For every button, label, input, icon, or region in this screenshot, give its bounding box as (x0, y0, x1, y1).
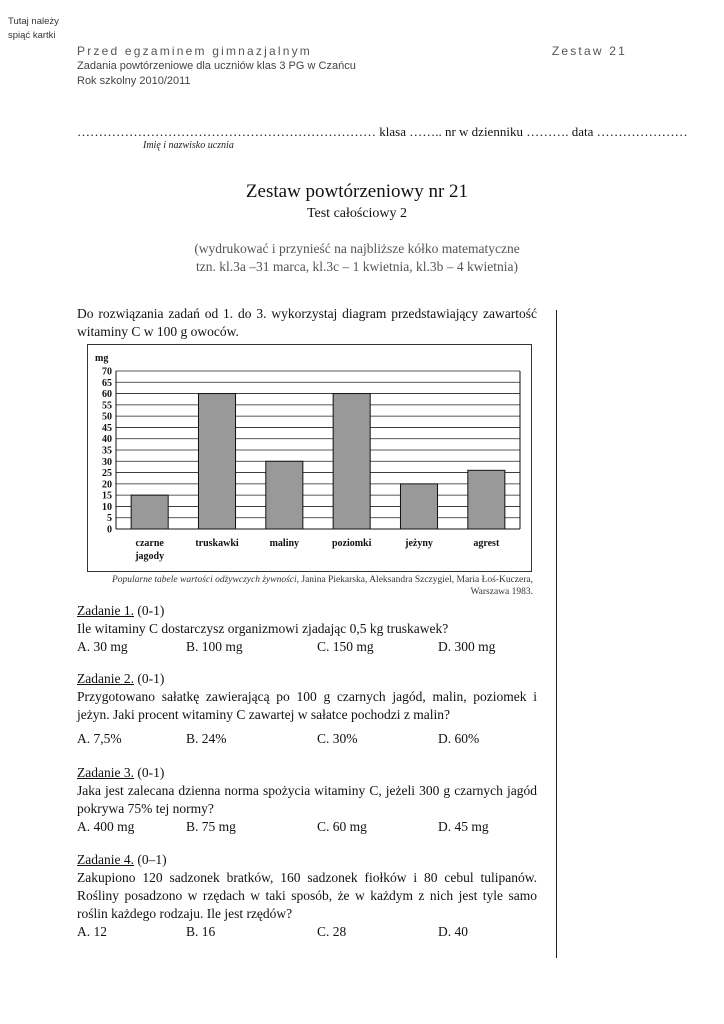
task-label: Zadanie 1. (77, 603, 134, 618)
answer-d: D. 60% (438, 731, 480, 746)
task-points: (0–1) (133, 852, 167, 867)
task-label: Zadanie 2. (77, 671, 134, 686)
y-tick-label: 10 (102, 501, 112, 513)
answer-a: A. 30 mg (77, 639, 128, 654)
y-tick-label: 5 (107, 513, 112, 525)
answer-d: D. 40 (438, 924, 468, 939)
info-note (0, 240, 714, 276)
answer-options (77, 923, 537, 941)
y-tick-label: 25 (102, 468, 112, 480)
task-points: (0-1) (133, 603, 165, 618)
task-question: Przygotowano sałatkę zawierającą po 100 g czarnych jagód, malin, poziomek i jeżyn. Jaki procent witaminy C zawartej w sałatce pochodzi z malin? (77, 689, 537, 722)
header-set-number: Zestaw 21 (551, 44, 627, 58)
page-subtitle: Test całościowy 2 (306, 206, 408, 221)
task-3 (77, 764, 537, 836)
bar (333, 394, 370, 529)
y-tick-label: 45 (102, 422, 112, 434)
x-tick-label: maliny (269, 538, 300, 549)
answer-c: C. 60 mg (317, 819, 367, 834)
binding-note-line: spiąć kartki (8, 30, 56, 41)
task-4 (77, 851, 537, 941)
y-tick-label: 50 (102, 411, 112, 423)
chart-intro: Do rozwiązania zadań od 1. do 3. wykorzystaj diagram przedstawiający zawartość witaminy C w 100 g owoców. (77, 306, 537, 339)
y-tick-label: 60 (102, 389, 112, 401)
binding-note-line: Tutaj należy (8, 16, 59, 27)
answer-options (77, 638, 537, 656)
student-info-line: …………………………………………………………… klasa …….. nr w dzienniku ………. data ………………… (77, 124, 688, 139)
chart-source-title: Popularne tabele wartości odżywczych żywności, (111, 575, 300, 585)
answer-c: C. 28 (317, 924, 347, 939)
task-points: (0-1) (133, 671, 165, 686)
chart-source (90, 574, 533, 598)
y-axis-label: mg (95, 353, 109, 364)
chart-svg (88, 345, 531, 571)
header-class-line: Zadania powtórzeniowe dla uczniów klas 3 PG w Czańcu (77, 60, 356, 72)
answer-b: B. 100 mg (186, 639, 243, 654)
x-tick-label: czarne (135, 538, 164, 549)
task-question: Zakupiono 120 sadzonek bratków, 160 sadzonek fiołków i 80 cebul tulipanów. Rośliny posadzono w rzędach w taki sposób, że w każdym z nich jest tyle samo roślin każdego rodzaju. Ile jest rzędów? (77, 870, 537, 921)
y-tick-label: 55 (102, 400, 112, 412)
answer-c: C. 30% (317, 731, 358, 746)
info-line: tzn. kl.3a –31 marca, kl.3c – 1 kwietnia, kl.3b – 4 kwietnia) (195, 259, 519, 274)
bar (198, 394, 235, 529)
x-tick-label: poziomki (331, 538, 372, 549)
y-tick-label: 35 (102, 445, 112, 457)
bar (400, 484, 437, 529)
answer-b: B. 16 (186, 924, 216, 939)
x-tick-label: truskawki (195, 538, 239, 549)
student-name-caption: Imię i nazwisko ucznia (143, 140, 234, 151)
answer-a: A. 12 (77, 924, 107, 939)
task-2 (77, 670, 537, 748)
task-points: (0-1) (133, 765, 165, 780)
chart-source-place: Warszawa 1983. (470, 587, 533, 597)
x-tick-label: jagody (135, 551, 165, 562)
info-line: (wydrukować i przynieść na najbliższe kółko matematyczne (194, 241, 520, 256)
task-question: Jaka jest zalecana dzienna norma spożycia witaminy C, jeżeli 300 g czarnych jagód pokrywa 75% tej normy? (77, 783, 537, 816)
answer-d: D. 45 mg (438, 819, 489, 834)
answer-options (77, 730, 537, 748)
header-exam-line: Przed egzaminem gimnazjalnym (77, 44, 313, 58)
x-tick-label: jeżyny (405, 538, 433, 549)
page-header (77, 44, 356, 89)
binding-note (8, 15, 59, 43)
answer-d: D. 300 mg (438, 639, 496, 654)
task-label: Zadanie 3. (77, 765, 134, 780)
y-tick-label: 30 (102, 456, 112, 468)
y-tick-label: 40 (102, 434, 112, 446)
bar (131, 495, 168, 529)
task-1 (77, 602, 537, 656)
answer-b: B. 24% (186, 731, 227, 746)
page-title: Zestaw powtórzeniowy nr 21 (245, 181, 469, 202)
y-tick-label: 15 (102, 490, 112, 502)
task-label: Zadanie 4. (77, 852, 134, 867)
y-tick-label: 0 (107, 524, 112, 536)
task-question: Ile witaminy C dostarczysz organizmowi zjadając 0,5 kg truskawek? (77, 621, 449, 636)
answer-a: A. 7,5% (77, 731, 122, 746)
y-tick-label: 20 (102, 479, 112, 491)
bar (266, 461, 303, 529)
y-tick-label: 70 (102, 366, 112, 378)
y-tick-label: 65 (102, 377, 112, 389)
margin-line (556, 310, 557, 958)
answer-a: A. 400 mg (77, 819, 135, 834)
answer-c: C. 150 mg (317, 639, 374, 654)
vitamin-c-chart (87, 344, 532, 572)
answer-b: B. 75 mg (186, 819, 236, 834)
chart-source-authors: Janina Piekarska, Aleksandra Szczygiel, Maria Łoś-Kuczera, (299, 575, 533, 585)
bar (468, 470, 505, 529)
answer-options (77, 818, 537, 836)
header-year-line: Rok szkolny 2010/2011 (77, 75, 191, 87)
x-tick-label: agrest (473, 538, 500, 549)
